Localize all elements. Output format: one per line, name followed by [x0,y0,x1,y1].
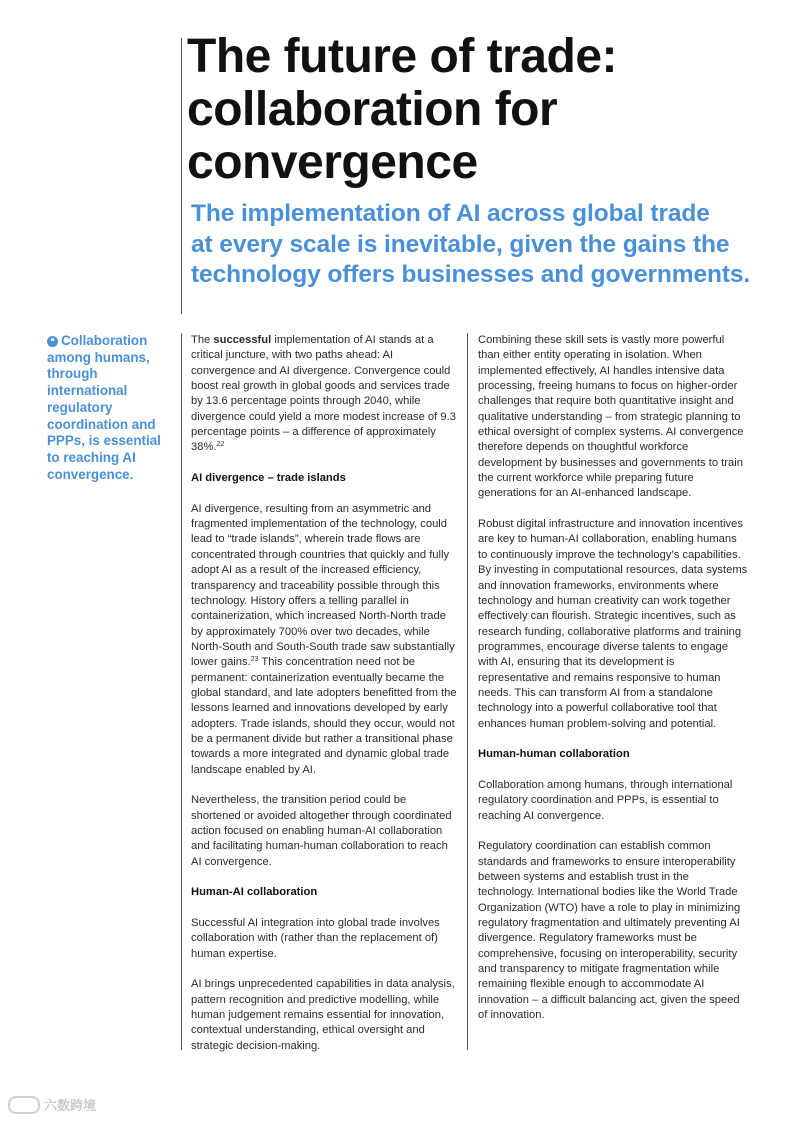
paragraph: Nevertheless, the transition period could be shortened or avoided altogether through coordinated action focused on enabling human-AI collaboration and facilitating human-human collaboration to reach AI convergence. [191,794,452,868]
section-heading: AI divergence – trade islands [191,472,346,485]
paragraph: AI brings unprecedented capabilities in data analysis, pattern recognition and predictive modelling, while human judgement remains essential for innovation, contextual understanding, ethical oversight and strategic decision-making. [191,978,455,1052]
title-line: The future of trade: [187,30,617,83]
paragraph-text: implementation of AI stands at a critical juncture, with two paths ahead: AI convergence and AI divergence. Convergence could boost real growth in global goods and services trade by 13.6 percentage points through 2040, while divergence could yield a more modest increase of 9.3 percentage points – a difference of approximately 38%. [191,334,456,454]
pull-quote-text: Collaboration among humans, through international regulatory coordination and PPPs, is essential to reaching AI convergence. [47,333,161,482]
paragraph [191,502,459,778]
column-rule-left [181,333,182,1050]
title-rule [181,38,182,314]
paragraph: Collaboration among humans, through international regulatory coordination and PPPs, is essential to reaching AI convergence. [478,778,733,822]
paragraph-emphasis: successful [213,334,272,346]
column-left [191,333,459,1070]
paragraph [191,333,459,456]
paragraph: Combining these skill sets is vastly more powerful than either entity operating in isolation. When implemented effectively, AI handles intensive data processing, freeing humans to focus on higher-order challenges that require both quantitative insight and qualitative understanding – from strategic planning to ethical oversight of complex systems. AI convergence therefore depends on thoughtful workforce development by businesses and governments to train the current workforce while preparing future generations for an AI-enhanced landscape. [478,334,744,500]
paragraph: Robust digital infrastructure and innovation incentives are key to human-AI collaboration, enabling humans to continuously improve the technology’s capabilities. By investing in computational resources, data systems and innovation frameworks, environments where technology and human creativity can work together effectively can flourish. Strategic incentives, such as research funding, collaborative platforms and training programmes, encourage diverse talents to engage with AI, ensuring that its development is representative and remains responsive to human needs. This can transform AI from a standalone technology into a powerful collaborative tool that enhances human problem-solving and potential. [478,518,748,730]
subtitle-line: at every scale is inevitable, given the gains the [191,230,730,258]
column-rule-right [467,333,468,1050]
footnote-ref: 22 [216,441,225,449]
paragraph: Regulatory coordination can establish common standards and frameworks to ensure interoperability between systems and establish trust in the technology. International bodies like the World Trade Organization (WTO) have a role to play in minimizing regulatory fragmentation and ultimately preventing AI divergence. Regulatory frameworks must be comprehensive, focusing on interoperability, security and transparency to mitigate fragmentation while remaining flexible enough to accommodate AI innovation – a difficult balancing act, given the speed of innovation. [478,840,741,1022]
quote-icon: ❝ [47,336,58,347]
column-right [478,333,748,1039]
subtitle-line: The implementation of AI across global trade [191,200,710,227]
title-line: convergence [187,136,478,189]
paragraph: Successful AI integration into global trade involves collaboration with (rather than the replacement of) human expertise. [191,917,440,960]
section-heading: Human-AI collaboration [191,886,318,899]
paragraph-text: This concentration need not be permanent: containerization eventually became the global standard, and late adopters benefitted from the lessons learned and innovations developed by early adopters. Trade islands, should they occur, would not be a permanent divide but rather a transitional phase towards a more integrated and dynamic global trade landscape enabled by AI. [191,656,457,776]
pull-quote [47,333,165,483]
watermark-logo-icon [8,1096,40,1114]
page-subtitle [191,199,781,291]
page-title [187,30,777,189]
title-line: collaboration for [187,83,558,136]
section-heading: Human-human collaboration [478,748,630,761]
watermark-text: 六数跨境 [44,1098,97,1113]
watermark [8,1095,96,1114]
subtitle-line: technology offers businesses and governments. [191,261,751,288]
paragraph-text: AI divergence, resulting from an asymmetric and fragmented implementation of the technology, could lead to “trade islands”, wherein trade flows are concentrated through countries that quickly and fully adopt AI as a result of the increased efficiency, transparency and traceability possible through this technology. History offers a telling parallel in containerization, which increased North-North trade by approximately 700% over two decades, while North-South and South-South trade saw substantially lower gains. [191,502,455,669]
paragraph-text: The [191,334,214,346]
footnote-ref: 23 [250,656,259,664]
